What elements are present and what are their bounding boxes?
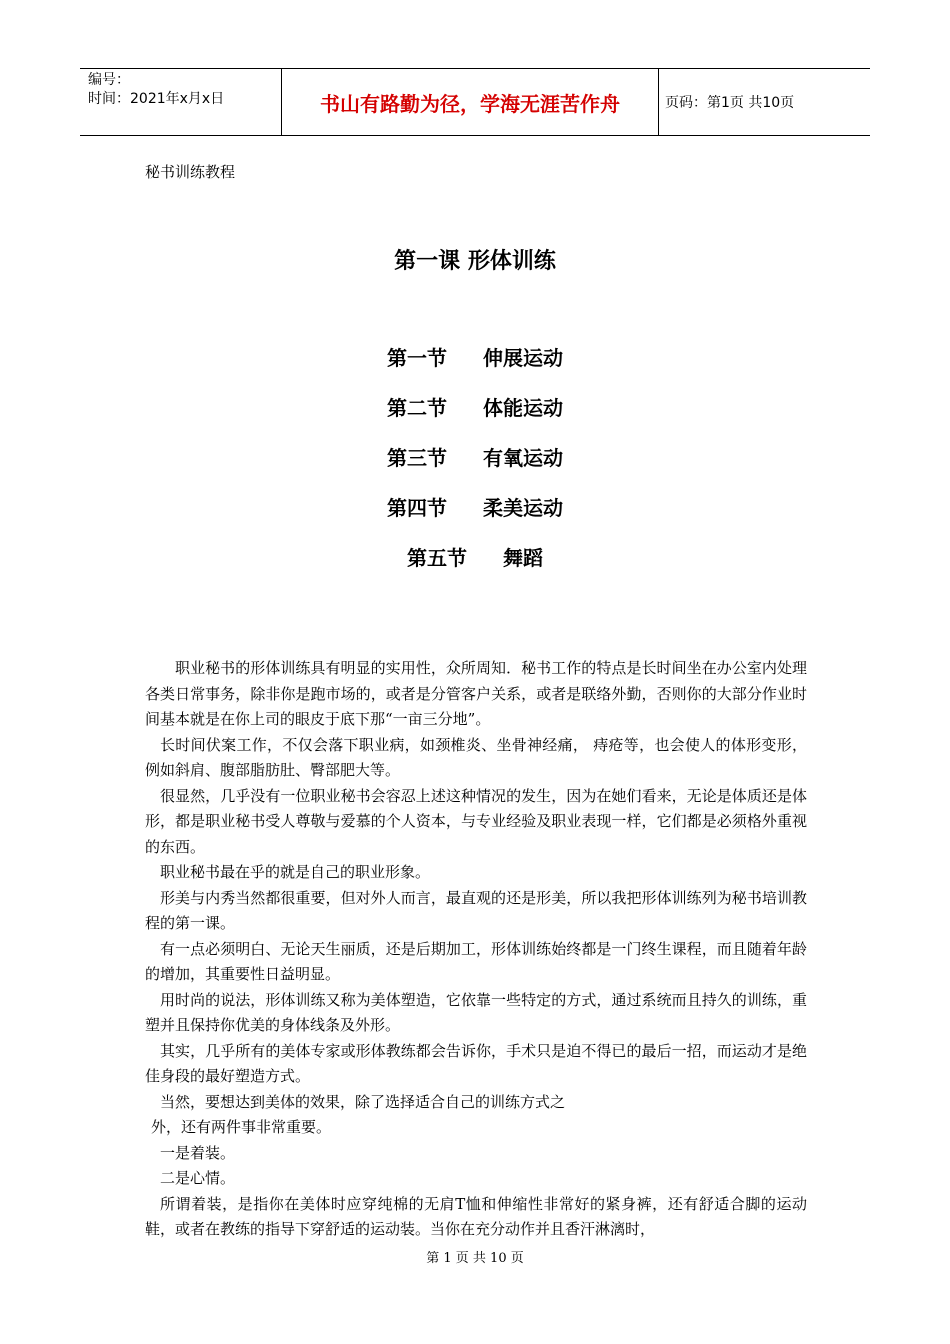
section-name: 有氧运动 [483,446,563,470]
section-name: 伸展运动 [483,346,563,370]
paragraph: 长时间伏案工作，不仅会落下职业病，如颈椎炎、坐骨神经痛， 痔疮等，也会使人的体形变形，例如斜肩、腹部脂肪肚、臀部肥大等。 [145,735,807,779]
paragraph: 职业秘书的形体训练具有明显的实用性，众所周知．秘书工作的特点是长时间坐在办公室内处理各类日常事务，除非你是跑市场的，或者是分管客户关系，或者是联络外勤，否则你的大部分作业时间基本就是在你上司的眼皮于底下那“一亩三分地”。 [145,659,807,728]
paragraph: 用时尚的说法，形体训练又称为美体塑造，它依靠一些特定的方式，通过系统而且持久的训练，重塑并且保持你优美的身体线条及外形。 [145,990,807,1034]
section-number: 第三节 [387,446,447,470]
paragraph: 很显然，几乎没有一位职业秘书会容忍上述这种情况的发生，因为在她们看来，无论是体质还是体形，都是职业秘书受人尊敬与爱慕的个人资本，与专业经验及职业表现一样，它们都是必须格外重视的东西。 [145,786,807,856]
section-name: 舞蹈 [503,546,543,570]
page-footer: 第 1 页 共 10 页 [426,1251,524,1266]
paragraph: 外，还有两件事非常重要。 [151,1118,332,1136]
section-item [0,343,950,393]
page-header [80,68,870,136]
section-number: 第一节 [387,346,447,370]
section-item [0,393,950,443]
paragraph: 职业秘书最在乎的就是自己的职业形象。 [160,863,431,881]
paragraph: 当然，要想达到美体的效果，除了选择适合自己的训练方式之 [160,1092,566,1111]
section-item [0,443,950,493]
lesson-title: 第一课 形体训练 [394,249,556,274]
section-number: 第二节 [387,396,447,420]
header-meta [88,71,224,109]
paragraph: 所谓着装，是指你在美体时应穿纯棉的无肩T恤和伸缩性非常好的紧身裤，还有舒适合脚的运动鞋，或者在教练的指导下穿舒适的运动装。当你在充分动作并且香汗淋漓时， [145,1194,807,1238]
time-line: 时间：2021年x月x日 [88,91,225,107]
paragraph: 形美与内秀当然都很重要，但对外人而言，最直观的还是形美，所以我把形体训练列为秘书培训教程的第一课。 [145,888,807,932]
document-label: 秘书训练教程 [145,163,236,181]
section-list [0,343,950,593]
paragraph: 一是着装。 [160,1143,236,1162]
section-item [0,543,950,593]
header-page-info: 页码：第1页 共10页 [665,95,795,111]
section-name: 体能运动 [483,396,563,420]
section-number: 第四节 [387,496,447,520]
number-label: 编号： [88,72,130,88]
paragraph: 有一点必须明白、无论天生丽质，还是后期加工，形体训练始终都是一门终生课程，而且随着年龄的增加，其重要性日益明显。 [145,939,807,983]
body-text [145,656,807,1243]
section-item [0,493,950,543]
section-number: 第五节 [407,546,467,570]
paragraph: 其实，几乎所有的美体专家或形体教练都会告诉你，手术只是迫不得已的最后一招，而运动才是绝佳身段的最好塑造方式。 [145,1041,807,1085]
section-name: 柔美运动 [483,496,563,520]
paragraph: 二是心情。 [160,1169,236,1187]
header-motto: 书山有路勤为径，学海无涯苦作舟 [281,69,659,135]
